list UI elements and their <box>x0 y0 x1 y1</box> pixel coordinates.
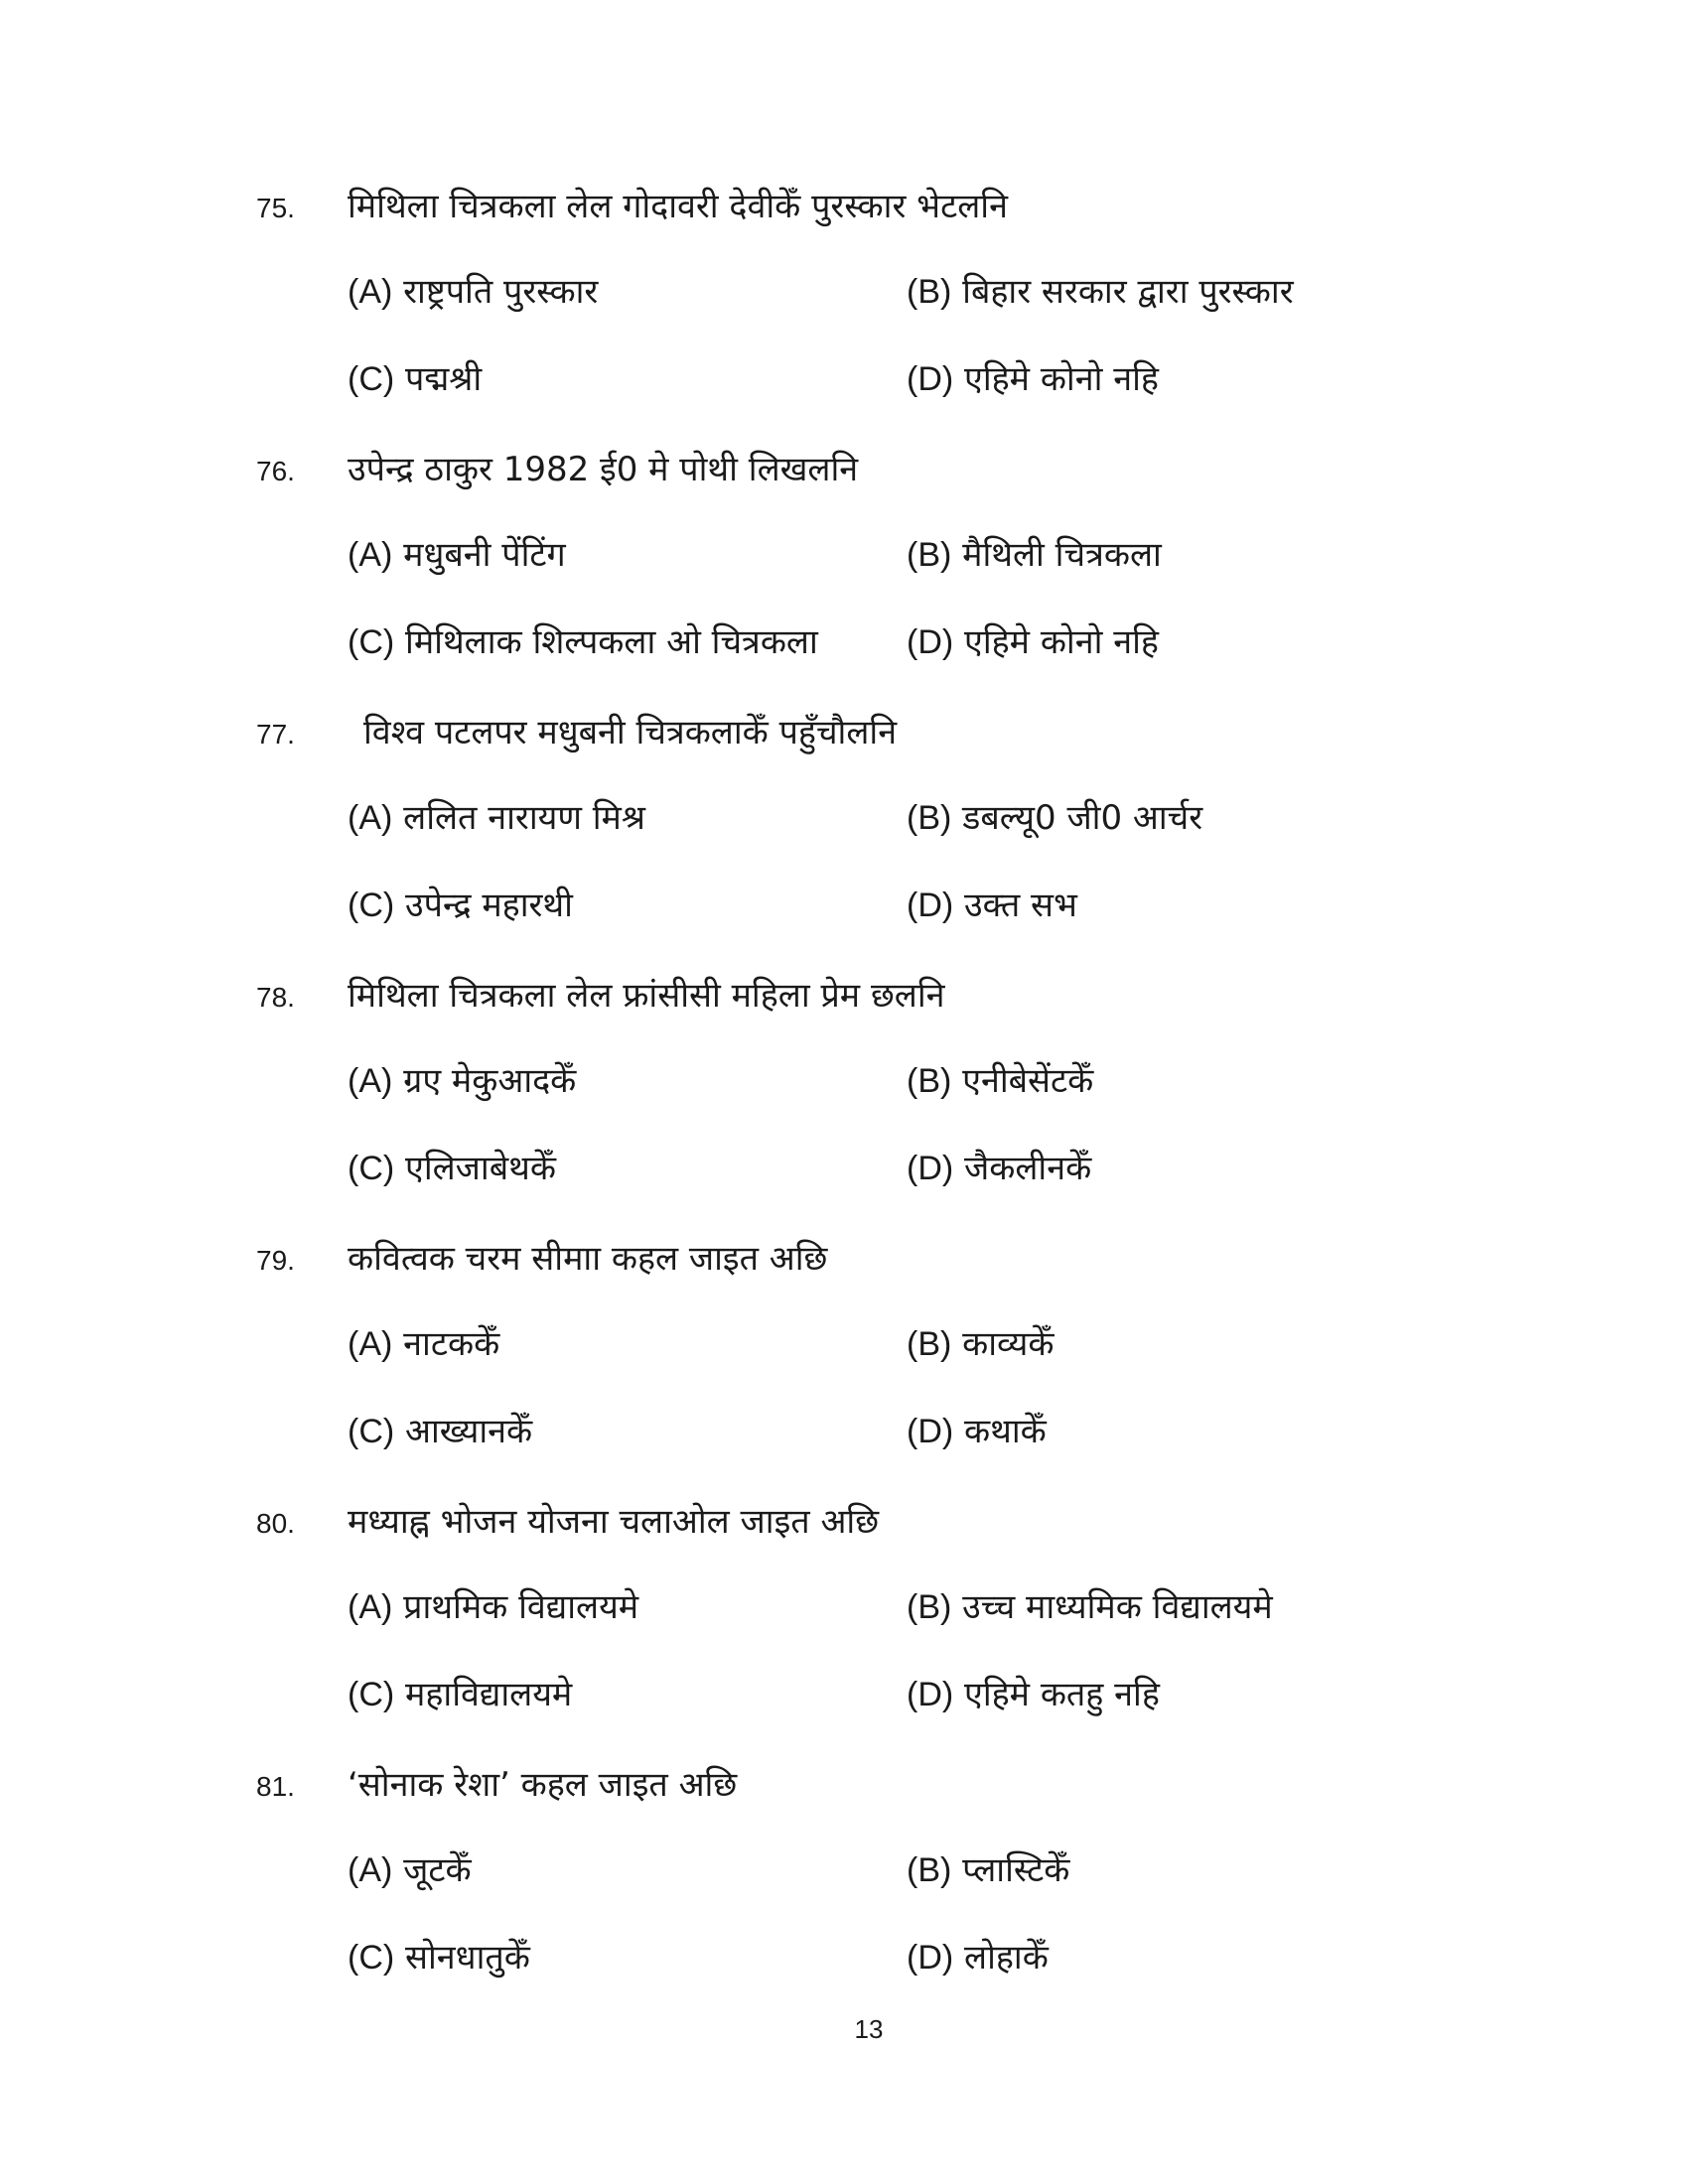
option-a <box>348 796 645 840</box>
question-77 <box>0 715 1688 973</box>
question-79 <box>0 1241 1688 1499</box>
option-letter: (D) <box>907 623 954 661</box>
option-d <box>907 1410 1047 1453</box>
option-text: उच्च माध्यमिक विद्यालयमे <box>962 1587 1273 1627</box>
option-letter: (A) <box>348 1588 393 1626</box>
question-text: कवित्वक चरम सीमाा कहल जाइत अछि <box>348 1239 828 1279</box>
option-letter: (D) <box>907 1676 954 1713</box>
option-letter: (D) <box>907 1939 954 1977</box>
option-letter: (B) <box>907 1588 952 1626</box>
option-text: ग्रए मेकुआदकेँ <box>403 1061 577 1101</box>
option-letter: (B) <box>907 536 952 574</box>
option-b <box>907 1848 1069 1892</box>
option-letter: (C) <box>348 887 395 924</box>
option-letter: (A) <box>348 1851 393 1889</box>
option-a <box>348 270 598 314</box>
option-text: एनीबेसेंटकेँ <box>962 1061 1094 1101</box>
option-text: डबल्यू0 जी0 आर्चर <box>962 798 1203 838</box>
option-text: प्राथमिक विद्यालयमे <box>403 1587 639 1627</box>
option-c <box>348 1936 530 1979</box>
option-c <box>348 620 818 664</box>
option-text: पद्मश्री <box>405 359 483 399</box>
option-text: एहिमे कतहु नहि <box>964 1675 1160 1714</box>
option-a <box>348 1059 576 1103</box>
option-text: राष्ट्रपति पुरस्कार <box>403 272 599 312</box>
option-d <box>907 357 1159 401</box>
option-letter: (D) <box>907 1150 954 1187</box>
question-76 <box>0 452 1688 710</box>
option-text: काव्यकेँ <box>962 1324 1055 1364</box>
question-number: 77. <box>256 719 295 750</box>
option-c <box>348 357 482 401</box>
option-d <box>907 884 1077 927</box>
question-number: 80. <box>256 1508 295 1539</box>
option-text: आख्यानकेँ <box>405 1412 533 1451</box>
option-letter: (A) <box>348 1062 393 1100</box>
option-text: जूटकेँ <box>403 1850 472 1890</box>
option-d <box>907 1147 1091 1190</box>
option-text: उपेन्द्र महारथी <box>405 886 573 925</box>
option-b <box>907 1322 1055 1366</box>
option-letter: (C) <box>348 360 395 398</box>
option-letter: (C) <box>348 1413 395 1450</box>
option-letter: (A) <box>348 273 393 311</box>
question-text: उपेन्द्र ठाकुर 1982 ई0 मे पोथी लिखलनि <box>348 450 859 489</box>
option-a <box>348 533 566 577</box>
option-a <box>348 1585 638 1629</box>
option-d <box>907 1673 1160 1716</box>
question-number: 76. <box>256 456 295 486</box>
question-text: मिथिला चित्रकला लेल गोदावरी देवीकेँ पुरस्कार भेटलनि <box>348 187 1008 226</box>
question-number: 79. <box>256 1245 295 1276</box>
option-c <box>348 1410 532 1453</box>
option-text: लोहाकेँ <box>964 1938 1049 1978</box>
option-letter: (C) <box>348 1150 395 1187</box>
option-letter: (C) <box>348 623 395 661</box>
option-d <box>907 620 1159 664</box>
option-letter: (D) <box>907 1413 954 1450</box>
option-letter: (C) <box>348 1676 395 1713</box>
option-text: प्लास्टिकेँ <box>962 1850 1070 1890</box>
option-letter: (D) <box>907 360 954 398</box>
option-a <box>348 1322 499 1366</box>
option-text: मैथिली चित्रकला <box>962 535 1162 575</box>
option-text: ललित नारायण मिश्र <box>403 798 645 838</box>
question-text: ‘सोनाक रेशा’ कहल जाइत अछि <box>348 1765 738 1805</box>
page-number: 13 <box>854 2014 884 2044</box>
option-text: सोनधातुकेँ <box>405 1938 530 1978</box>
question-number: 81. <box>256 1771 295 1802</box>
option-letter: (B) <box>907 1062 952 1100</box>
option-letter: (B) <box>907 799 952 837</box>
option-text: एलिजाबेथकेँ <box>405 1149 556 1188</box>
option-letter: (A) <box>348 536 393 574</box>
option-b <box>907 1585 1273 1629</box>
question-75 <box>0 189 1688 447</box>
option-letter: (A) <box>348 1325 393 1363</box>
option-text: कथाकेँ <box>964 1412 1047 1451</box>
option-text: जैकलीनकेँ <box>964 1149 1092 1188</box>
option-c <box>348 884 573 927</box>
option-b <box>907 796 1202 840</box>
option-text: महाविद्यालयमे <box>405 1675 573 1714</box>
option-text: एहिमे कोनो नहि <box>964 622 1159 662</box>
option-text: मधुबनी पेंटिंग <box>403 535 566 575</box>
option-b <box>907 1059 1093 1103</box>
question-text: विश्व पटलपर मधुबनी चित्रकलाकेँ पहुँचौलनि <box>363 713 898 752</box>
option-b <box>907 270 1294 314</box>
question-80 <box>0 1504 1688 1762</box>
option-text: एहिमे कोनो नहि <box>964 359 1159 399</box>
option-letter: (B) <box>907 1851 952 1889</box>
option-a <box>348 1848 472 1892</box>
option-text: नाटककेँ <box>403 1324 500 1364</box>
option-letter: (A) <box>348 799 393 837</box>
option-text: उक्त सभ <box>964 886 1077 925</box>
option-c <box>348 1673 572 1716</box>
option-letter: (B) <box>907 273 952 311</box>
question-81 <box>0 1767 1688 2025</box>
option-letter: (B) <box>907 1325 952 1363</box>
question-text: मध्याह्न भोजन योजना चलाओल जाइत अछि <box>348 1502 880 1542</box>
question-text: मिथिला चित्रकला लेल फ्रांसीसी महिला प्रेम छलनि <box>348 976 945 1016</box>
option-letter: (C) <box>348 1939 395 1977</box>
option-d <box>907 1936 1049 1979</box>
option-b <box>907 533 1162 577</box>
question-78 <box>0 978 1688 1236</box>
question-number: 78. <box>256 982 295 1013</box>
option-text: बिहार सरकार द्वारा पुरस्कार <box>962 272 1294 312</box>
option-letter: (D) <box>907 887 954 924</box>
option-c <box>348 1147 556 1190</box>
question-number: 75. <box>256 193 295 223</box>
option-text: मिथिलाक शिल्पकला ओ चित्रकला <box>405 622 818 662</box>
